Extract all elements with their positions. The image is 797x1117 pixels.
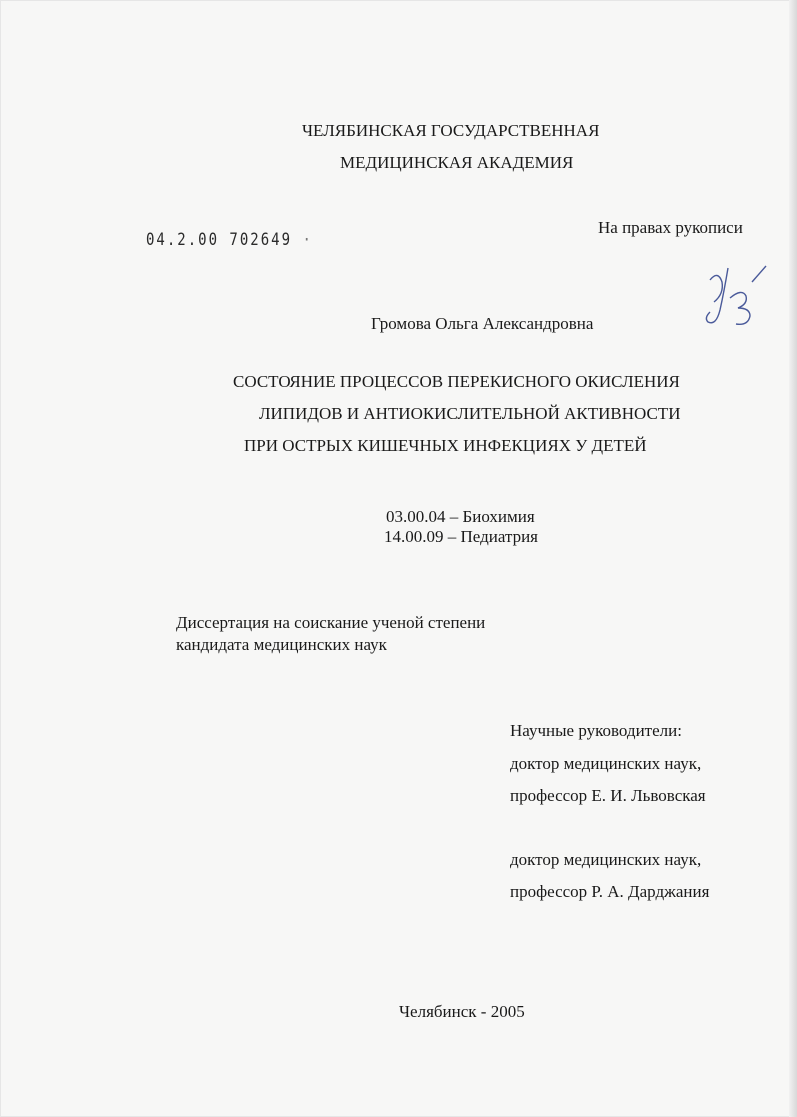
institution-line-1: ЧЕЛЯБИНСКАЯ ГОСУДАРСТВЕННАЯ [302,121,600,140]
archive-stamp: 04.2.00 702649 · [146,230,313,250]
institution-line-2: МЕДИЦИНСКАЯ АКАДЕМИЯ [340,153,574,172]
supervisor-2-name: профессор Р. А. Дарджания [510,882,710,901]
archive-stamp-number: 04.2.00 702649 [146,230,293,250]
title-line-3: ПРИ ОСТРЫХ КИШЕЧНЫХ ИНФЕКЦИЯХ У ДЕТЕЙ [244,436,647,455]
city-year-footer: Челябинск - 2005 [399,1002,525,1021]
title-line-2: ЛИПИДОВ И АНТИОКИСЛИТЕЛЬНОЙ АКТИВНОСТИ [259,404,681,423]
author-name: Громова Ольга Александровна [371,314,594,333]
supervisor-1-degree: доктор медицинских наук, [510,754,702,773]
rights-note: На правах рукописи [598,218,743,237]
scan-edge-shadow [789,0,797,1117]
title-line-1: СОСТОЯНИЕ ПРОЦЕССОВ ПЕРЕКИСНОГО ОКИСЛЕНИЯ [233,372,680,391]
specialty-pediatrics: 14.00.09 – Педиатрия [384,527,539,546]
supervisors-heading: Научные руководители: [510,721,682,740]
specialty-biochemistry: 03.00.04 – Биохимия [386,507,535,526]
degree-line-1: Диссертация на соискание ученой степени [176,613,486,632]
signature-icon [700,262,770,332]
supervisor-1-name: профессор Е. И. Львовская [510,786,706,805]
degree-line-2: кандидата медицинских наук [176,635,387,654]
supervisor-2-degree: доктор медицинских наук, [510,850,702,869]
